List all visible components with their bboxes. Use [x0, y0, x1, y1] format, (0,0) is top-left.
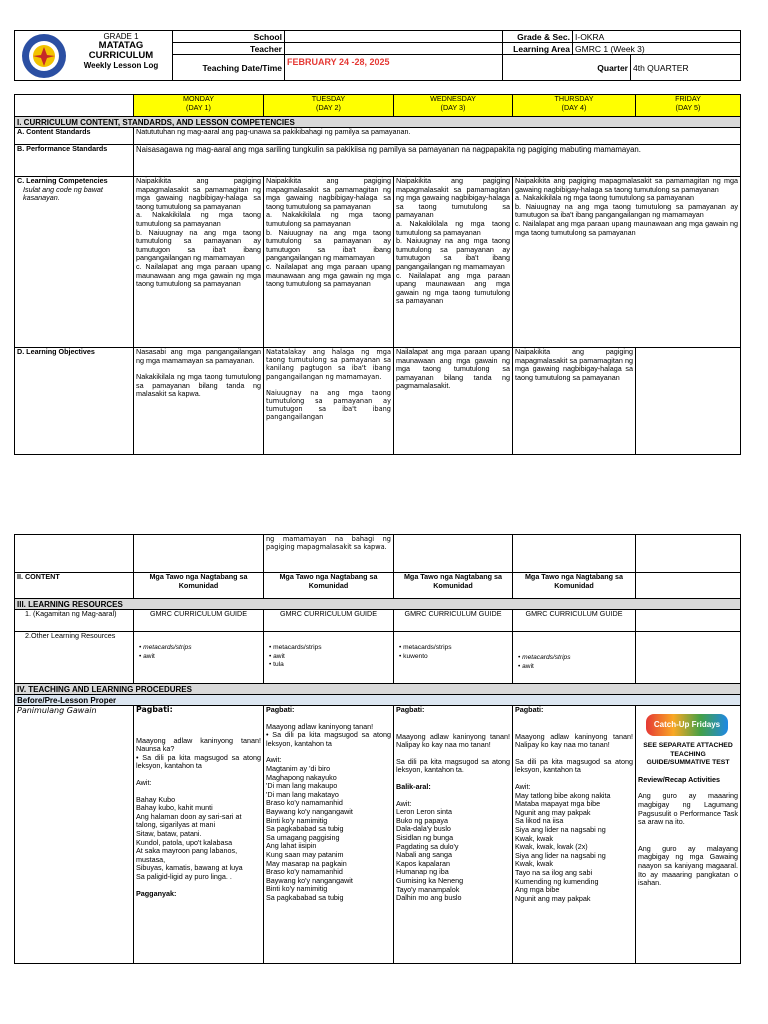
references-friday — [636, 610, 741, 632]
day-header-wednesday: WEDNESDAY (DAY 3) — [394, 95, 513, 117]
objective-thursday: Naipakikita ang pagiging mapagmalasakit sa pamamagitan ng mga gawaing nagbibigay-halaga sa taong tumutulong sa pamayanan — [513, 348, 636, 455]
greeting-text-tuesday: Maayong adlaw kaninyong tanan! • Sa dili pa kita magsugod sa atong leksyon, kantahon ta — [266, 721, 391, 748]
content-standards-text: Natututuhan ng mag-aaral ang pag-unawa sa pakikibahagi ng pamilya sa pamayanan. — [134, 128, 741, 145]
title-curriculum: CURRICULUM — [88, 50, 154, 61]
objective-tuesday-continued: ng mamamayan na bahagi ng pagiging mapagmalasakit sa kapwa. — [264, 535, 394, 573]
objective-wednesday: Nailalapat ang mga paraan upang maunawaan ang mga gawain ng mga taong tumutulong sa pamayanan bilang tanda ng pagmamalasakit. — [394, 348, 513, 455]
other-resources-monday — [134, 632, 264, 684]
objective-friday — [636, 348, 741, 455]
grade-sec-value: I-OKRA — [573, 31, 741, 43]
competencies-label-cell — [15, 177, 134, 348]
greeting-monday: Pagbati: — [136, 705, 173, 714]
title-matatag: MATATAG — [98, 40, 144, 51]
catch-up-fridays-logo — [646, 712, 728, 738]
continuation-wednesday — [394, 535, 513, 573]
content-thursday: Mga Tawo nga Nagtabang sa Komunidad — [513, 573, 636, 599]
motivation-monday: Pagganyak: — [136, 888, 177, 898]
other-resources-thursday — [513, 632, 636, 684]
competency-monday: Naipakikita ang pagiging mapagmalasakit sa pamamagitan ng mga gawaing nagbibigay-halaga sa taong tumutulong sa pamayanan a. Nakakikilala ng mga taong tumutulong sa pamayanan b. Naiuugnay na ang mga taong tumutulong sa pamayanan ay tumutugon sa iba't ibang pangangailangan ng mamamayan c. Nailalapat ang mga paraan upang maunawaan ang mga gawain ng mga taong tumutulong sa pamayanan — [134, 177, 264, 348]
content-monday: Mga Tawo nga Nagtabang sa Komunidad — [134, 573, 264, 599]
friday-text-2: Ang guro ay malayang magbigay ng mga Gawaing naayon sa kaniyang magaaral. Ito ay maaaring pangkatan o isahan. — [638, 843, 738, 888]
other-resources-wednesday — [394, 632, 513, 684]
quarter-label: Quarter — [503, 55, 631, 81]
greeting-text-wednesday: Maayong adlaw kaninyong tanan! Nalipay ko kay naa mo tanan! — [396, 731, 510, 750]
objectives-label: D. Learning Objectives — [15, 348, 134, 455]
content-wednesday: Mga Tawo nga Nagtabang sa Komunidad — [394, 573, 513, 599]
greeting-text2-wednesday: Sa dili pa kita magsugod sa atong leksyon, kantahon ta. — [396, 756, 510, 775]
learning-area-value: GMRC 1 (Week 3) — [573, 43, 741, 55]
continuation-thursday — [513, 535, 636, 573]
before-lesson-label: Before/Pre-Lesson Proper — [15, 695, 741, 706]
competencies-note: Isulat ang code ng bawat kasanayan. — [23, 184, 103, 203]
section-3-title: III. LEARNING RESOURCES — [15, 599, 741, 610]
references-tuesday: GMRC CURRICULUM GUIDE — [264, 610, 394, 632]
greeting-text2-thursday: Sa dili pa kita magsugod sa atong leksyon, kantahon ta — [515, 756, 633, 775]
subtitle-weekly-log: Weekly Lesson Log — [83, 61, 159, 70]
competency-tuesday: Naipakikita ang pagiging mapagmalasakit sa pamamagitan ng mga gawaing nagbibigay-halaga sa taong tumutulong sa pamayanan a. Nakakikilala ng mga taong tumutulong sa pamayanan b. Naiuugnay na ang mga taong tumutulong sa pamayanan ay tumutugon sa iba't ibang pangangailangan ng mamamayan c. Nailalapat ang mga paraan upang maunawaan ang mga gawain ng mga taong tumutulong sa pamayanan — [264, 177, 394, 348]
day-header-thursday: THURSDAY (DAY 4) — [513, 95, 636, 117]
continuation-monday — [134, 535, 264, 573]
friday-review-label: Review/Recap Activities — [638, 774, 721, 784]
song-thursday: May tatlong bibe akong nakita Mataba mapayat mga bibe Ngunit ang may pakpak Sa likod na iisa Siya ang lider na nagsabi ng Kwak, kwak Kwak, kwak, kwak (2x) Siya ang lider na nagsabi ng Kwak, kwak Tayo na sa ilog ang sabi Kumending ng kumending Ang mga bibe Ngunit ang may pakpak — [515, 790, 611, 903]
resource-item: • awit — [518, 663, 633, 672]
teacher-label: Teacher — [173, 43, 285, 55]
song-label-monday: Awit: — [136, 777, 152, 787]
procedure-thursday — [513, 706, 636, 964]
objective-tuesday-2: Naiuugnay na ang mga taong tumutulong sa pamayanan ay tumutugon sa iba't ibang pangangailangan — [266, 388, 391, 422]
resource-item: • tula — [269, 661, 391, 670]
objective-monday-2: Nakakikilala ng mga taong tumutulong sa pamayanan bilang tanda ng malasakit sa kapwa. — [136, 372, 261, 399]
grade-label: GRADE 1 — [103, 32, 139, 41]
resource-item: • awit — [139, 653, 261, 662]
review-label-wednesday: Balik-aral: — [396, 781, 431, 791]
greeting-thursday: Pagbati: — [515, 705, 544, 714]
greeting-wednesday: Pagbati: — [396, 705, 425, 714]
section-4-title: IV. TEACHING AND LEARNING PROCEDURES — [15, 684, 741, 695]
other-resources-friday — [636, 632, 741, 684]
header-table — [14, 30, 741, 81]
day-header-empty — [15, 95, 134, 117]
friday-note: SEE SEPARATE ATTACHED TEACHING GUIDE/SUMMATIVE TEST — [643, 742, 733, 767]
content-tuesday: Mga Tawo nga Nagtabang sa Komunidad — [264, 573, 394, 599]
initial-activity-label: Panimulang Gawain — [15, 706, 134, 964]
lesson-table-page-2 — [14, 534, 741, 964]
date-value: FEBRUARY 24 -28, 2025 — [285, 55, 503, 81]
day-header-monday: MONDAY (DAY 1) — [134, 95, 264, 117]
song-tuesday: Magtanim ay 'di biro Maghapong nakayuko 'Di man lang makaupo 'Di man lang makatayo Braso ko'y namamanhid Baywang ko'y nangangawit Binti ko'y namimitig Sa pagkababad sa tubig Sa umagang paggising Ang lahat iisipin Kung saan may patanim May masarap na pagkain Braso ko'y namamanhid Baywang ko'y nangangawit Binti ko'y namimitig Sa pagkababad sa tubig — [266, 763, 353, 902]
school-value — [285, 31, 503, 43]
continuation-empty — [15, 535, 134, 573]
competency-wednesday: Naipakikita ang pagiging mapagmalasakit sa pamamagitan ng mga gawaing nagbibigay-halaga sa taong tumutulong sa pamayanan a. Nakakikilala ng mga taong tumutulong sa pamayanan b. Naiuugnay na ang mga taong tumutulong sa pamayanan ay tumutugon sa iba't ibang pangangailangan ng mamamayan c. Nailalapat ang mga paraan upang maunawaan ang mga gawain ng mga taong tumutulong sa pamayanan — [394, 177, 513, 348]
objective-tuesday — [264, 348, 394, 455]
learning-area-label: Learning Area — [503, 43, 573, 55]
other-resources-tuesday — [264, 632, 394, 684]
objective-monday — [134, 348, 264, 455]
song-label-wednesday: Awit: — [396, 798, 412, 808]
references-thursday: GMRC CURRICULUM GUIDE — [513, 610, 636, 632]
continuation-friday — [636, 535, 741, 573]
resource-item: • metacards/strips — [399, 644, 510, 653]
objective-tuesday-1: Natatalakay ang halaga ng mga taong tumutulong sa pamayanan sa kanilang pagtugon sa iba't ibang pangangailangan ng mamamayan. — [266, 348, 391, 381]
procedure-friday — [636, 706, 741, 964]
references-wednesday: GMRC CURRICULUM GUIDE — [394, 610, 513, 632]
day-header-friday: FRIDAY (DAY 5) — [636, 95, 741, 117]
header-brand-cell — [15, 31, 173, 81]
song-label-tuesday: Awit: — [266, 755, 282, 765]
catch-up-fridays-logo-text: Catch-Up Fridays — [653, 720, 721, 729]
lesson-table-page-1 — [14, 94, 741, 455]
deped-seal-logo — [21, 33, 67, 79]
resource-item: • kuwento — [399, 653, 510, 662]
competencies-label: C. Learning Competencies — [17, 176, 108, 185]
date-label: Teaching Date/Time — [173, 55, 285, 81]
school-label: School — [173, 31, 285, 43]
grade-sec-label: Grade & Sec. — [503, 31, 573, 43]
resource-item: • metacards/strips — [269, 644, 391, 653]
quarter-value: 4th QUARTER — [631, 55, 741, 81]
song-label-thursday: Awit: — [515, 781, 531, 791]
greeting-text-monday: Maayong adlaw kaninyong tanan! Naunsa ka? • Sa dili pa kita magsugod sa atong leksyon, kantahon ta — [136, 735, 261, 771]
procedure-wednesday — [394, 706, 513, 964]
greeting-text-thursday: Maayong adlaw kaninyong tanan! Nalipay ko kay naa mo tanan! — [515, 731, 633, 750]
greeting-tuesday: Pagbati: — [266, 705, 295, 714]
objective-monday-1: Nasasabi ang mga pangangailangan ng mga mamamayan sa pamayanan. — [136, 347, 261, 365]
day-header-tuesday: TUESDAY (DAY 2) — [264, 95, 394, 117]
resource-item: • metacards/strips — [518, 654, 633, 663]
procedure-monday — [134, 706, 264, 964]
performance-standards-label: B. Performance Standards — [15, 145, 134, 177]
resource-item: • awit — [269, 653, 391, 662]
references-monday: GMRC CURRICULUM GUIDE — [134, 610, 264, 632]
procedure-tuesday — [264, 706, 394, 964]
teacher-value — [285, 43, 503, 55]
other-resources-label: 2.Other Learning Resources — [15, 632, 134, 684]
content-label: II. CONTENT — [15, 573, 134, 599]
resource-item: • metacards/strips — [139, 644, 261, 653]
content-friday — [636, 573, 741, 599]
competency-thursday: Naipakikita ang pagiging mapagmalasakit sa pamamagitan ng mga gawaing nagbibigay-halaga sa taong tumutulong sa pamayanan a. Nakakikilala ng mga taong tumutulong sa pamayanan b. Naiuugnay na ang mga taong tumutulong sa pamayanan ay tumutugon sa iba't ibang pangangailangan ng mamamayan c. Nailalapat ang mga paraan upang maunawaan ang mga gawain ng mga taong tumutulong sa pamayanan — [513, 177, 741, 348]
friday-text-1: Ang guro ay maaaring magbigay ng Lagumang Pagsusulit o Performance Task sa araw na ito. — [638, 791, 738, 827]
section-1-title: I. CURRICULUM CONTENT, STANDARDS, AND LESSON COMPETENCIES — [15, 117, 741, 128]
song-monday: Bahay Kubo Bahay kubo, kahit munti Ang halaman doon ay sari-sari at talong, sigarilyas at mani Sitaw, bataw, patani. Kundol, patola, upo't kalabasa At saka mayroon pang labanos, mustasa, Sibuyas, kamatis, bawang at luya Sa paligid-ligid ay puro linga. . — [136, 794, 243, 881]
content-standards-label: A. Content Standards — [15, 128, 134, 145]
references-label: 1. (Kagamitan ng Mag-aaral) — [15, 610, 134, 632]
song-wednesday: Leron Leron sinta Buko ng papaya Dala-dala'y buslo Sisidlan ng bunga Pagdating sa dulo'y Nabali ang sanga Kapos kapalaran Humanap ng iba Gumising ka Neneng Tayo'y manampalok Dalhin mo ang buslo — [396, 807, 464, 903]
performance-standards-text: Naisasagawa ng mag-aaral ang mga sariling tungkulin sa pakikiisa ng pamilya sa pamayanan na nagpapakita ng pagiging mabuting mamamayan. — [134, 145, 741, 177]
